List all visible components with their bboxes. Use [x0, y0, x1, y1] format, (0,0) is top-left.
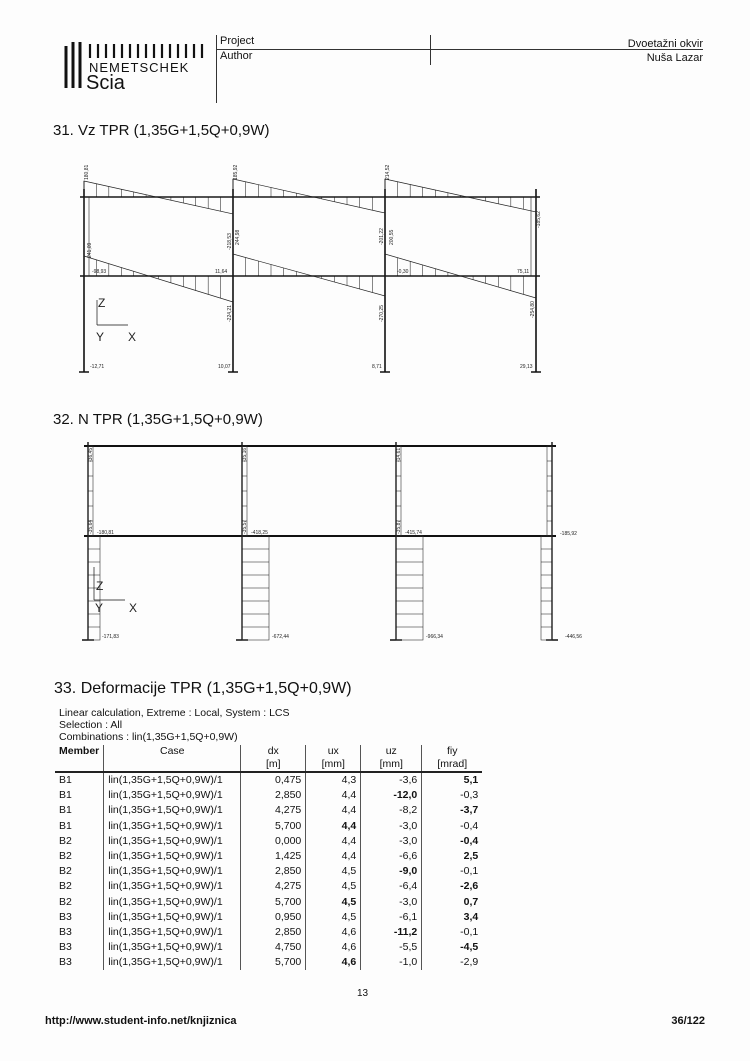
table-cell: B2 [59, 895, 72, 908]
value-label: -35,16 [242, 447, 248, 462]
column-header-unit: [mrad] [437, 758, 468, 770]
table-cell: 4,5 [306, 879, 361, 894]
table-row [55, 925, 482, 940]
project-label: Project [220, 35, 255, 47]
section-31-title: 31. Vz TPR (1,35G+1,5Q+0,9W) [53, 122, 270, 139]
value-label: 244,98 [235, 229, 241, 245]
column-header-name: uz [385, 745, 397, 757]
table-cell: B2 [59, 865, 72, 878]
value-label: -0,30 [397, 269, 409, 275]
column-header [241, 745, 306, 772]
value-label: -36,45 [88, 447, 94, 462]
value-label: 11,64 [215, 269, 228, 275]
value-label: 8,71 [372, 364, 382, 370]
table-cell: -6,1 [361, 910, 422, 925]
value-label: 10,07 [218, 364, 231, 370]
table-cell: 4,275 [241, 803, 306, 818]
value-label: -446,56 [565, 634, 582, 640]
table-cell: 2,5 [422, 849, 483, 864]
axis-x-label: X [128, 330, 137, 344]
column-header-unit: [mm] [321, 758, 345, 770]
value-label: -415,74 [405, 530, 422, 536]
column-header-unit: [m] [265, 758, 281, 770]
section-33-title: 33. Deformacije TPR (1,35G+1,5Q+0,9W) [54, 680, 352, 697]
table-cell: -6,6 [361, 849, 422, 864]
table-cell: -8,2 [361, 803, 422, 818]
table-row [55, 788, 482, 803]
table-cell: 2,850 [241, 925, 306, 940]
source-url[interactable]: http://www.student-info.net/knjiznica [45, 1015, 237, 1027]
axis-y-label: Y [96, 330, 105, 344]
table-row [55, 849, 482, 864]
table-cell: -12,0 [361, 788, 422, 803]
table-cell: -0,4 [422, 819, 483, 834]
value-label: -171,83 [102, 634, 119, 640]
table-cell: 5,700 [241, 819, 306, 834]
table-cell: -3,0 [361, 895, 422, 910]
column-header [55, 745, 104, 772]
table-cell: 4,4 [306, 788, 361, 803]
value-label: 180,81 [84, 164, 90, 180]
value-label: -270,25 [379, 305, 385, 322]
table-cell: 4,5 [306, 910, 361, 925]
value-label: 75,11 [517, 269, 530, 275]
column-header-unit [108, 758, 236, 771]
table-cell: B1 [59, 789, 72, 802]
page-count: 36/122 [671, 1015, 705, 1027]
table-cell: -11,2 [361, 925, 422, 940]
table-row [55, 864, 482, 879]
table-cell: 0,475 [241, 772, 306, 788]
column-header-name: Member [59, 745, 100, 757]
table-cell: B1 [59, 774, 72, 787]
value-label: -672,44 [272, 634, 289, 640]
value-label: -224,21 [227, 305, 233, 322]
table-cell: 4,6 [306, 940, 361, 955]
table-row [55, 803, 482, 818]
table-cell: 5,700 [241, 895, 306, 910]
column-header-name: ux [327, 745, 339, 757]
table-cell: 4,4 [306, 849, 361, 864]
column-header-name: dx [267, 745, 279, 757]
column-header [361, 745, 422, 772]
value-label: 185,92 [233, 164, 239, 180]
table-cell: lin(1,35G+1,5Q+0,9W)/1 [104, 940, 241, 955]
table-cell: 5,700 [241, 955, 306, 970]
table-cell: lin(1,35G+1,5Q+0,9W)/1 [104, 955, 241, 970]
table-cell: -3,0 [361, 819, 422, 834]
value-label: -201,22 [379, 228, 385, 245]
column-header-name: fiy [447, 745, 458, 757]
table-cell: lin(1,35G+1,5Q+0,9W)/1 [104, 925, 241, 940]
value-label: -180,81 [97, 530, 114, 536]
table-cell: 2,850 [241, 864, 306, 879]
logo-brand: NEMETSCHEK [89, 60, 190, 75]
table-cell: -5,5 [361, 940, 422, 955]
table-cell: 4,4 [306, 803, 361, 818]
table-row [55, 955, 482, 970]
table-cell: -0,4 [422, 834, 483, 849]
author-label: Author [220, 50, 253, 62]
table-cell: -2,9 [422, 955, 483, 970]
value-label: 200,55 [389, 229, 395, 245]
axis-z-label: Z [96, 579, 104, 593]
axis-y-label: Y [95, 601, 104, 615]
value-label: 214,52 [385, 164, 391, 180]
table-cell: B1 [59, 819, 72, 832]
table-cell: B2 [59, 850, 72, 863]
table-cell: lin(1,35G+1,5Q+0,9W)/1 [104, 895, 241, 910]
table-cell: lin(1,35G+1,5Q+0,9W)/1 [104, 834, 241, 849]
table-cell: 4,6 [306, 925, 361, 940]
column-header-name: Case [160, 745, 185, 757]
value-label: -12,71 [90, 364, 105, 370]
table-cell: 2,850 [241, 788, 306, 803]
table-cell: 4,5 [306, 864, 361, 879]
column-header [422, 745, 483, 772]
column-header-unit: [mm] [379, 758, 403, 770]
page-number: 13 [357, 988, 369, 999]
table-cell: -6,4 [361, 879, 422, 894]
table-cell: -3,0 [361, 834, 422, 849]
value-label: -14,61 [396, 447, 402, 462]
table-cell: 4,750 [241, 940, 306, 955]
table-cell: 4,6 [306, 955, 361, 970]
table-cell: 1,425 [241, 849, 306, 864]
project-value: Dvoetažni okvir [627, 38, 703, 50]
logo-product: Scia [86, 72, 125, 94]
table-cell: -9,0 [361, 864, 422, 879]
table-cell: lin(1,35G+1,5Q+0,9W)/1 [104, 819, 241, 834]
table-cell: 4,3 [306, 772, 361, 788]
table-cell: lin(1,35G+1,5Q+0,9W)/1 [104, 910, 241, 925]
table-cell: 4,4 [306, 834, 361, 849]
section-32-title: 32. N TPR (1,35G+1,5Q+0,9W) [53, 411, 263, 428]
table-row [55, 879, 482, 894]
value-label: -254,80 [530, 301, 536, 318]
table-cell: B2 [59, 834, 72, 847]
table-cell: -0,1 [422, 925, 483, 940]
table-cell: 5,1 [422, 772, 483, 788]
table-cell: 4,4 [306, 819, 361, 834]
table-cell: -1,0 [361, 955, 422, 970]
table-row [55, 895, 482, 910]
table-cell: -0,1 [422, 864, 483, 879]
table-row [55, 910, 482, 925]
deformation-table [55, 745, 482, 970]
table-cell: B3 [59, 925, 72, 938]
table-cell: -3,6 [361, 772, 422, 788]
table-row [55, 940, 482, 955]
table-cell: B3 [59, 956, 72, 969]
table-cell: B3 [59, 941, 72, 954]
table-cell: lin(1,35G+1,5Q+0,9W)/1 [104, 849, 241, 864]
table-cell: -4,5 [422, 940, 483, 955]
table-cell: 4,275 [241, 879, 306, 894]
table-cell: 0,000 [241, 834, 306, 849]
axis-x-label: X [129, 601, 138, 615]
value-label: -35,87 [396, 519, 402, 534]
combinations-info: Combinations : lin(1,35G+1,5Q+0,9W) [59, 731, 238, 743]
table-cell: 0,950 [241, 910, 306, 925]
table-cell: -3,7 [422, 803, 483, 818]
value-label: -185,92 [560, 531, 577, 537]
calc-info: Linear calculation, Extreme : Local, System : LCS [59, 707, 290, 719]
table-cell: B2 [59, 880, 72, 893]
table-cell: lin(1,35G+1,5Q+0,9W)/1 [104, 803, 241, 818]
table-cell: -0,3 [422, 788, 483, 803]
table-cell: B1 [59, 804, 72, 817]
table-cell: B3 [59, 910, 72, 923]
axis-z-label: Z [98, 296, 106, 310]
value-label: -966,34 [426, 634, 443, 640]
table-cell: lin(1,35G+1,5Q+0,9W)/1 [104, 879, 241, 894]
value-label: -185,62 [536, 211, 542, 228]
column-header [306, 745, 361, 772]
table-row [55, 834, 482, 849]
author-value: Nuša Lazar [646, 52, 703, 64]
value-label: -418,25 [251, 530, 268, 536]
column-header-unit [59, 758, 99, 771]
table-cell: 4,5 [306, 895, 361, 910]
selection-info: Selection : All [59, 719, 123, 731]
table-cell: lin(1,35G+1,5Q+0,9W)/1 [104, 864, 241, 879]
value-label: 29,13 [520, 364, 533, 370]
value-label: -98,93 [92, 269, 107, 275]
table-cell: lin(1,35G+1,5Q+0,9W)/1 [104, 788, 241, 803]
table-cell: lin(1,35G+1,5Q+0,9W)/1 [104, 772, 241, 788]
value-label: -218,53 [227, 233, 233, 250]
value-label: 241,09 [87, 242, 93, 258]
value-label: -35,57 [242, 519, 248, 534]
table-row [55, 772, 482, 788]
table-cell: -2,6 [422, 879, 483, 894]
value-label: -35,64 [88, 519, 94, 534]
table-cell: 3,4 [422, 910, 483, 925]
table-cell: 0,7 [422, 895, 483, 910]
column-header [104, 745, 241, 772]
table-row [55, 819, 482, 834]
